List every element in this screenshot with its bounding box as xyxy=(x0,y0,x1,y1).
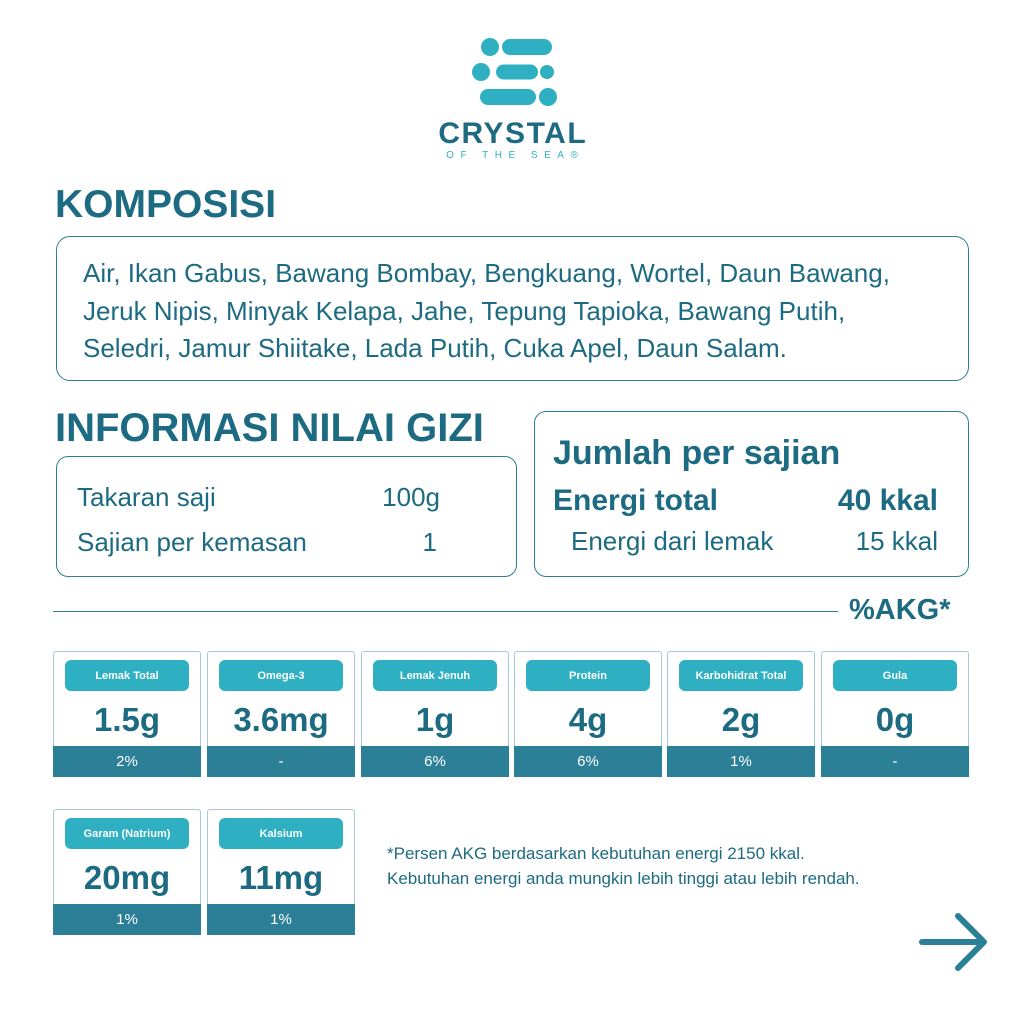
sajian-per-kemasan-label: Sajian per kemasan xyxy=(77,527,307,557)
nutrient-name: Kalsium xyxy=(219,818,343,849)
brand-tagline: OF THE SEA® xyxy=(446,150,585,161)
nutrient-amount: 20mg xyxy=(83,859,171,896)
per-serving-heading: Jumlah per sajian xyxy=(553,434,841,472)
nutrient-card xyxy=(207,809,355,935)
brand-name: CRYSTAL xyxy=(438,117,588,150)
sajian-per-kemasan-value: 1 xyxy=(422,527,437,557)
nutrient-amount: 1g xyxy=(415,701,455,738)
nutrient-name: Lemak Total xyxy=(65,660,189,691)
serving-info-box xyxy=(56,456,517,577)
nutrient-name: Garam (Natrium) xyxy=(65,818,189,849)
komposisi-line: Air, Ikan Gabus, Bawang Bombay, Bengkuang, Wortel, Daun Bawang, xyxy=(83,258,890,288)
nutrient-card xyxy=(207,651,355,777)
energy-total-label: Energi total xyxy=(553,484,719,517)
energy-from-fat-value: 15 kkal xyxy=(855,526,938,556)
komposisi-line: Seledri, Jamur Shiitake, Lada Putih, Cuka Apel, Daun Salam. xyxy=(83,333,787,363)
per-serving-box xyxy=(534,411,969,577)
energy-from-fat-label: Energi dari lemak xyxy=(571,526,774,556)
energy-total-value: 40 kkal xyxy=(837,484,938,517)
nutrient-name: Karbohidrat Total xyxy=(679,660,803,691)
nutrient-name: Omega-3 xyxy=(219,660,343,691)
takaran-saji-value: 100g xyxy=(382,482,440,512)
nutrient-akg: 1% xyxy=(667,746,815,777)
nutrient-card xyxy=(53,809,201,935)
gizi-heading: INFORMASI NILAI GIZI xyxy=(55,406,484,450)
nutrient-amount: 3.6mg xyxy=(233,701,329,738)
nutrient-amount: 11mg xyxy=(238,859,324,896)
nutrient-name: Lemak Jenuh xyxy=(373,660,497,691)
nutrient-akg: 1% xyxy=(207,904,355,935)
nutrient-name: Gula xyxy=(833,660,957,691)
nutrient-card xyxy=(53,651,201,777)
nutrient-akg: - xyxy=(207,746,355,777)
akg-footnote: *Persen AKG berdasarkan kebutuhan energi 2150 kkal. xyxy=(387,844,805,863)
arrow-right-icon xyxy=(918,910,990,974)
crystal-logo-icon xyxy=(466,34,558,108)
nutrient-card xyxy=(667,651,815,777)
takaran-saji-label: Takaran saji xyxy=(77,482,216,512)
nutrient-amount: 4g xyxy=(568,701,608,738)
nutrient-akg: 6% xyxy=(361,746,509,777)
komposisi-line: Jeruk Nipis, Minyak Kelapa, Jahe, Tepung Tapioka, Bawang Putih, xyxy=(83,296,846,326)
nutrient-akg: 6% xyxy=(514,746,662,777)
nutrient-amount: 0g xyxy=(875,701,915,738)
nutrient-akg: 2% xyxy=(53,746,201,777)
akg-label: %AKG* xyxy=(849,594,951,626)
nutrient-card xyxy=(361,651,509,777)
nutrient-card xyxy=(821,651,969,777)
nutrient-card xyxy=(514,651,662,777)
akg-divider xyxy=(53,611,838,612)
nutrient-amount: 2g xyxy=(721,701,761,738)
nutrient-akg: 1% xyxy=(53,904,201,935)
nutrient-amount: 1.5g xyxy=(93,701,161,738)
nutrient-akg: - xyxy=(821,746,969,777)
komposisi-heading: KOMPOSISI xyxy=(55,183,277,226)
next-button[interactable] xyxy=(918,910,990,974)
nutrient-name: Protein xyxy=(526,660,650,691)
komposisi-box xyxy=(56,236,969,381)
akg-footnote: Kebutuhan energi anda mungkin lebih tinggi atau lebih rendah. xyxy=(387,869,860,888)
